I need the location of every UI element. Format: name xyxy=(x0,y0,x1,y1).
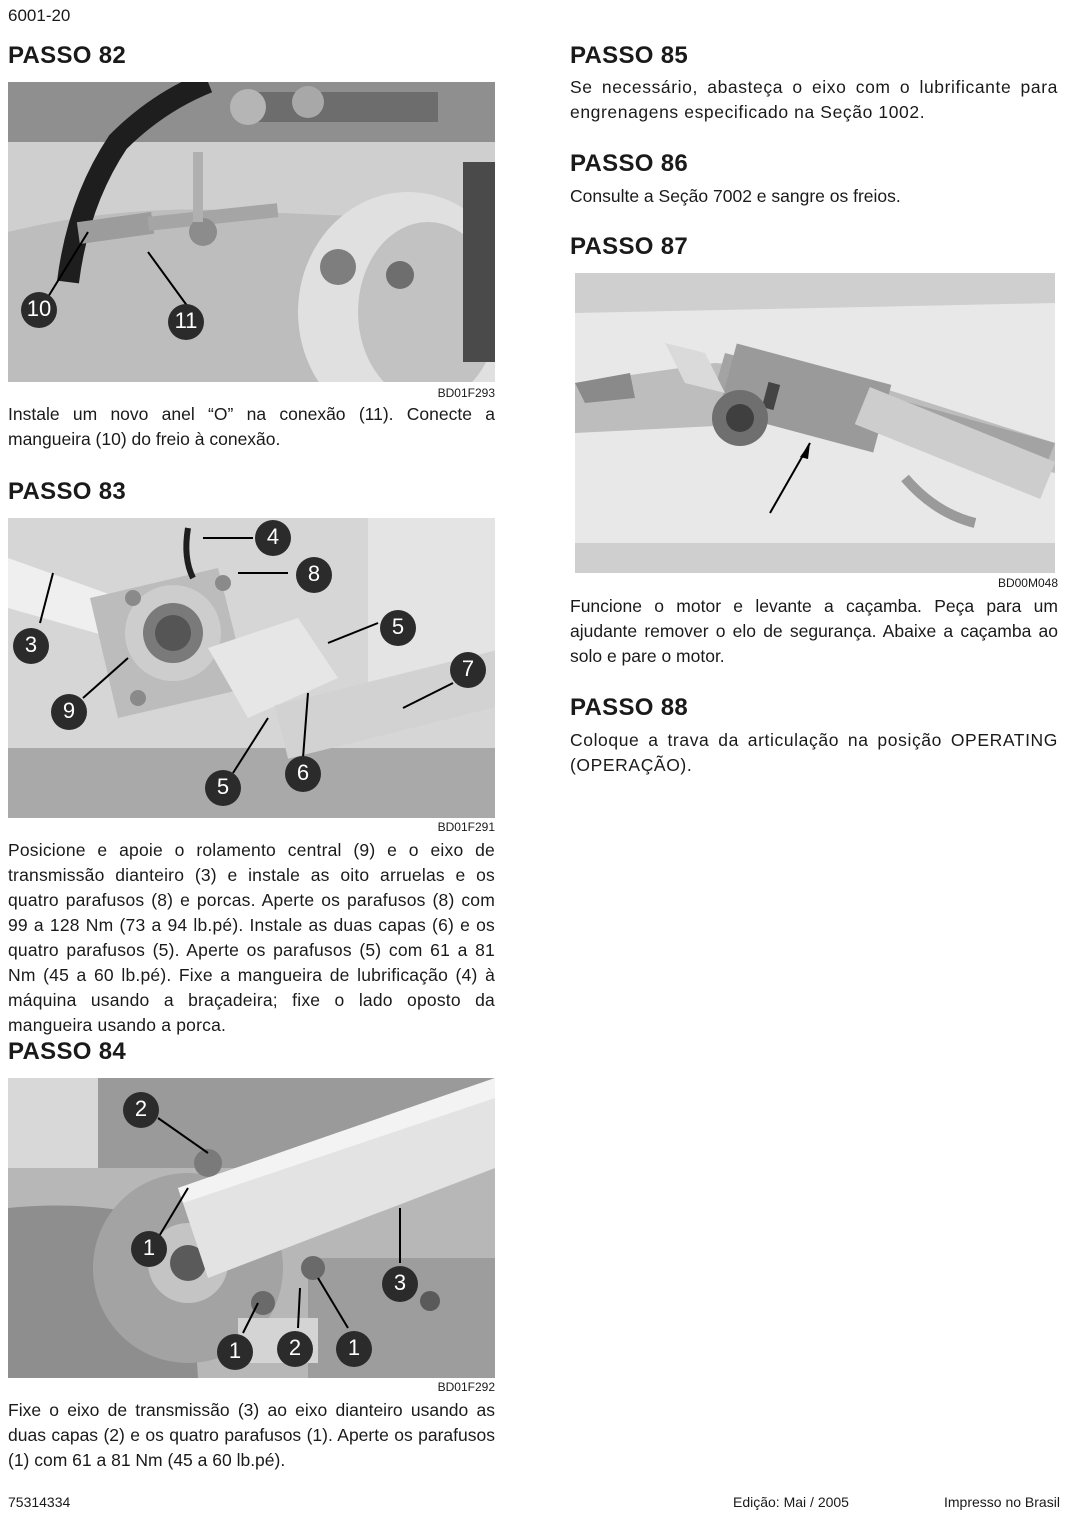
footer-printed: Impresso no Brasil xyxy=(944,1494,1060,1510)
step-82-photo xyxy=(8,82,495,382)
callout-9: 9 xyxy=(62,698,76,723)
step-87-title: PASSO 87 xyxy=(570,233,689,260)
step-82-text: Instale um novo anel “O” na conexão (11). Conecte a mangueira (10) do freio à conexão. xyxy=(8,404,495,449)
callout-1: 1 xyxy=(228,1338,242,1363)
callout-7: 7 xyxy=(461,656,475,681)
step-84-text: Fixe o eixo de transmissão (3) ao eixo dianteiro usando as duas capas (2) e os quatro parafusos (1). Aperte os parafusos (1) com 61 a 81 Nm (45 a 60 lb.pé). xyxy=(8,1400,495,1470)
step-82-title: PASSO 82 xyxy=(8,42,127,69)
callout-2: 2 xyxy=(288,1335,302,1360)
callout-3: 3 xyxy=(24,632,38,657)
footer-edition: Edição: Mai / 2005 xyxy=(733,1494,849,1510)
footer-doc-number: 75314334 xyxy=(8,1494,71,1510)
step-83-text: Posicione e apoie o rolamento central (9) e o eixo de transmissão dianteiro (3) e instale as oito arruelas e os quatro parafusos (8) e porcas. Aperte os parafusos (8) com 99 a 128 Nm (73 a 94 lb.pé). Instale as duas capas (6) e os quatro parafusos (5). Aperte os parafusos (5) com 61 a 81 Nm (45 a 60 lb.pé). Fixe a mangueira de lubrificação (4) à máquina usando a braçadeira; fixe o lado oposto da mangueira usando a porca. xyxy=(8,840,495,1035)
step-87-photo xyxy=(575,273,1055,573)
callout-11: 11 xyxy=(174,308,198,333)
figure-code: BD01F292 xyxy=(437,1380,495,1394)
callout-10: 10 xyxy=(26,296,52,321)
figure-code: BD01F293 xyxy=(437,386,495,400)
callout-1: 1 xyxy=(347,1335,361,1360)
callout-5: 5 xyxy=(216,774,230,799)
step-88-text: Coloque a trava da articulação na posição OPERATING (OPERAÇÃO). xyxy=(570,730,1058,775)
step-86-text: Consulte a Seção 7002 e sangre os freios. xyxy=(570,186,901,206)
figure-code: BD00M048 xyxy=(997,576,1058,590)
callout-8: 8 xyxy=(307,561,321,586)
figure-code: BD01F291 xyxy=(437,820,495,834)
step-86-title: PASSO 86 xyxy=(570,150,689,177)
callout-4: 4 xyxy=(266,524,280,549)
step-85-title: PASSO 85 xyxy=(570,42,689,69)
step-83-title: PASSO 83 xyxy=(8,478,127,505)
step-84-title: PASSO 84 xyxy=(8,1038,127,1065)
step-85-text: Se necessário, abasteça o eixo com o lubrificante para engrenagens especificado na Seção 1002. xyxy=(570,77,1058,122)
step-87-text: Funcione o motor e levante a caçamba. Peça para um ajudante remover o elo de segurança. Abaixe a caçamba ao solo e pare o motor. xyxy=(570,596,1058,666)
step-84-photo xyxy=(8,1078,495,1378)
callout-6: 6 xyxy=(296,760,310,785)
page-number-header: 6001-20 xyxy=(8,6,71,25)
callout-3: 3 xyxy=(393,1270,407,1295)
step-88-title: PASSO 88 xyxy=(570,694,689,721)
callout-1: 1 xyxy=(142,1235,156,1260)
step-83-photo xyxy=(8,518,495,818)
callout-5: 5 xyxy=(391,614,405,639)
callout-2: 2 xyxy=(134,1096,148,1121)
